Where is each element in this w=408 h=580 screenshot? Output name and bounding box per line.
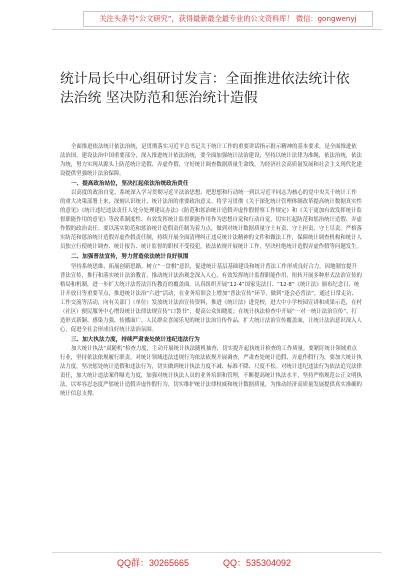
promo-banner: [83, 11, 373, 27]
section-heading: 二、加强普法宣传，努力营造依法统计良好氛围: [71, 254, 189, 261]
document-title: 统计局长中心组研讨发言：全面推进依法统计依法治统 坚决防范和惩治统计造假: [60, 71, 350, 106]
section-heading: 一、提高政治站位，坚决扛起依法治统政治责任: [71, 181, 189, 187]
body-paragraph: 全面推进依法统计依法治统，是贯彻落实习近平总书记关于统计工作的重要讲话指示批示精神的基本要求，是全面推进依法治国，建设法治中国重要部分，深入推进统计依法治统，要全面加强统计法治建设，坚持以统计法律为准绳，依法治统，依法为统，努力实现从源头上防范统计造假、弄虚作假，守好统计调查数据质量生命线，为经济社会高质量发展和社会主义现代化建设提供坚强统计法治保障。: [60, 144, 362, 177]
footer: [0, 555, 408, 569]
promo-banner-text: 关注头条号“公文研究”，获得最新最全最专业的公文资料库！ 微信：gongwenyj: [99, 14, 357, 23]
header-divider: [52, 29, 382, 30]
body-paragraph: 加大统计执法“双随机”检查力度，主动开展统计执法随机抽查，切实提升起执统计检查的工作质量。要紧盯统计领域重点行业，坚持依法依规履行职责，对统计领域违法违规行为依法依规开展调查，严肃查处统计造假、弄虚作假行为，要加大统计执法力度，坚决惩处统计造假和违法行为，切实做到统计执法力度不减、标准不降、尺度不松。对统计违纪违法行为依法追究法律责任，加大统计违法案件曝光力度，加强对统计执法人员的业务培训和管理，不断提高统计执法水平，坚持严格规范公正文明执法，以零容忍态度严惩统计造假弄虚作假行为，切实维护统计法律权威和统计数据质量，为推动经济高质量发展提供真实准确的统计信息支撑。: [60, 346, 362, 398]
body-paragraph: 坚持系统思维、拓展创新思路，树立“一盘棋”意识，促进统计基层基础建设和统计普法工作形成良好合力。因地制宜提升普法宣传，推行和落实统计法治教育，推动统计法治观念深入人心，有效发挥统计监督职能作用，扭转开展多种形式法治宣传的格局和机制，进一步扩大统计法普法宣传教育的覆盖面。认真组织开展“12·4”国家宪法日、“12·8”《统计法》颁布纪念日、统计开放日等重要节点，推进统计法治“六进”活动，在业务培训会上增加“普法宣传”环节，做到“逢会必普法”，通过日常走访、工作交流等活动，向有关部门（单位）发放统计法治宣传资料，推进《统计法》进党校，进大中小学校园宣讲和成果示范，在村（社区）便民服务中心增设统计法律法规宣传“口袋书”，提高公众知晓度；在统计执法检查中开展“一对一统计法治宣传”，打造形式新颖、感染力强、传播面广、人民群众喜闻乐见的统计法治宣传作品，扩大统计法治宣传覆盖面，让统计法治意识深入人心，促进全社会形成良好统计法治氛围。: [60, 263, 362, 333]
footer-qq: QQ：535304092: [222, 557, 292, 568]
footer-divider: [52, 552, 382, 553]
document-body: [60, 143, 362, 399]
section-heading: 三、加大执法力度，持续严肃查处统计违纪违法行为: [71, 336, 200, 343]
body-paragraph: 以高度的政治自觉、系统深入学习贯彻习近平法治思想，把思想和行动统一到以习近平同志为核心的党中央关于统计工作的重大决策部署上来，深刻认识统计、统计法治的重要政治意义。将学习贯彻《关于深化统计管理体制改革提高统计数据真实性的意见》《统计违纪违法责任人处分处理建议办法》《防范和惩治统计造假弄虚作假督察工作规定》和《关于更加有效发挥统计监督职能作用的意见》等改革制度性、有效发挥统计监督职能作用作为思想自觉和行动自觉，切实扛起防范和惩治统计造假、弄虚作假的政治责任。要以落实防范和惩治统计造假责任制为着力点，做到对统计数据质量守土有责、守土担责、守土尽责。严格落实防范和惩治统计造假弄虚作假责任制，持续开展全面清理纠正违反统计法精神的文件和做法工作，保障统计调查机构和统计人员独立行使统计调查、统计报告、统计监督的职权不受侵犯，依法依规开展统计工作，坚决杜绝统计造假弄虚作假等问题发生。: [60, 190, 362, 251]
footer-qq-group: QQ群：30265665: [116, 557, 189, 568]
